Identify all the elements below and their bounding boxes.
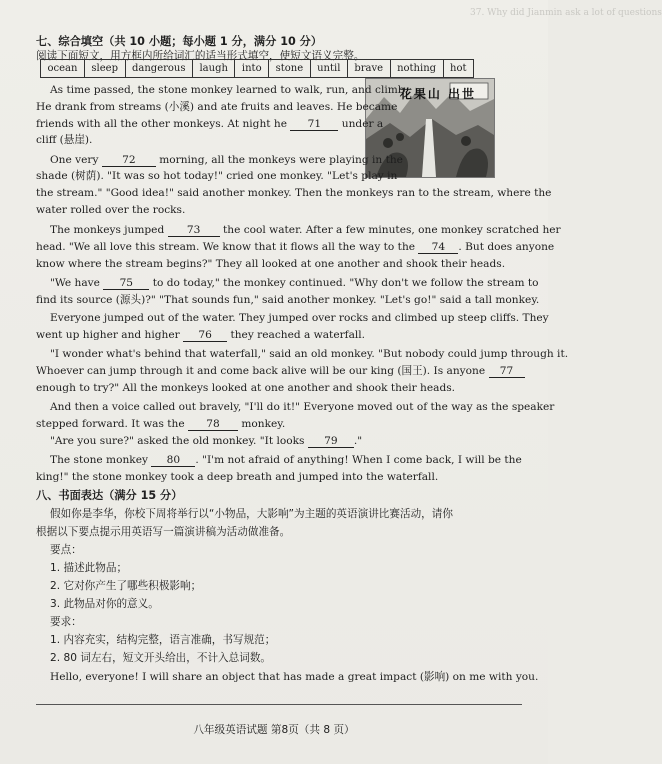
passage-line: friends with all the other monkeys. At night he 71 under a <box>36 118 384 130</box>
blank-71[interactable]: 71 <box>290 118 338 131</box>
passage-line: Whoever can jump through it and come back alive will be our king (国王). Is anyone 77 <box>36 363 516 379</box>
blank-78[interactable]: 78 <box>188 418 238 431</box>
writing-prompt-line: 根据以下要点提示用英语写一篇演讲稿为活动做准备。 <box>36 526 291 538</box>
points-label: 要点： <box>50 544 82 556</box>
passage-line: "Are you sure?" asked the old monkey. "It looks 79 ." <box>50 435 363 447</box>
word-bank-item: laugh <box>193 60 235 77</box>
passage-line: went up higher and higher 76 they reached a waterfall. <box>36 329 366 341</box>
passage-line: enough to try?" All the monkeys looked at one another and shook their heads. <box>36 382 456 394</box>
requirements-label: 要求： <box>50 616 82 628</box>
passage-line: the stream." "Good idea!" said another monkey. Then the monkeys ran to the stream, where the <box>36 187 552 199</box>
section7-heading: 七、综合填空（共 10 小题；每小题 1 分，满分 10 分） <box>36 35 323 48</box>
passage-line: find its source (源头)?" "That sounds fun," said another monkey. "Let's go!" said a tall monkey. <box>36 294 540 306</box>
passage-line: head. "We all love this stream. We know that it flows all the way to the 74 . But does anyone <box>36 241 555 253</box>
passage-line: shade (树荫). "It was so hot today!" cried one monkey. "Let's play in <box>36 170 398 182</box>
blank-75[interactable]: 75 <box>103 277 149 290</box>
bleed-through-text: 37. Why did Jianmin ask a lot of questions <box>470 8 662 18</box>
point-item: 3. 此物品对你的意义。 <box>50 598 159 610</box>
page-footer: 八年级英语试题 第8页（共 8 页） <box>193 724 355 736</box>
writing-prompt-line: 假如你是李华，你校下周将举行以“小物品，大影响”为主题的英语演讲比赛活动，请你 <box>50 508 453 520</box>
word-bank-item: dangerous <box>126 60 193 77</box>
section7-instruction: 阅读下面短文，用方框内所给词汇的适当形式填空，使短文语义完整。 <box>36 50 365 62</box>
word-bank-item: stone <box>269 60 311 77</box>
passage-line: The monkeys jumped 73 the cool water. After a few minutes, one monkey scratched her <box>50 224 561 236</box>
blank-80[interactable]: 80 <box>151 454 195 467</box>
passage-line: "We have 75 to do today," the monkey continued. "Why don't we follow the stream to <box>50 277 539 289</box>
passage-line: stepped forward. It was the 78 monkey. <box>36 418 286 430</box>
illustration-caption: 花果山 出世 <box>399 87 476 101</box>
point-item: 2. 它对你产生了哪些积极影响； <box>50 580 202 592</box>
blank-72[interactable]: 72 <box>102 154 156 167</box>
writing-opening-sentence: Hello, everyone! I will share an object that has made a great impact (影响) on me with you. <box>50 671 539 683</box>
passage-line: water rolled over the rocks. <box>36 204 186 216</box>
passage-line: cliff (悬崖). <box>36 134 93 146</box>
blank-79[interactable]: 79 <box>308 435 354 448</box>
word-bank-item: hot <box>450 63 467 74</box>
word-bank-item: ocean <box>41 60 85 77</box>
passage-line: He drank from streams (小溪) and ate fruits and leaves. He became <box>36 101 398 113</box>
word-bank <box>40 59 474 78</box>
passage-line: One very 72 morning, all the monkeys were playing in the <box>50 154 403 166</box>
section8-heading: 八、书面表达（满分 15 分） <box>36 489 183 502</box>
word-bank-item: brave <box>348 60 391 77</box>
requirement-item: 2. 80 词左右，短文开头给出，不计入总词数。 <box>50 652 272 664</box>
blank-76[interactable]: 76 <box>183 329 227 342</box>
passage-line: "I wonder what's behind that waterfall," said an old monkey. "But nobody could jump through it. <box>50 348 569 360</box>
word-bank-item: into <box>235 60 269 77</box>
passage-line: As time passed, the stone monkey learned to walk, run, and climb. <box>50 84 408 96</box>
blank-74[interactable]: 74 <box>418 241 458 254</box>
blank-77[interactable]: 77 <box>489 365 525 378</box>
passage-line: know where the stream begins?" They all looked at one another and shook their heads. <box>36 258 506 270</box>
word-bank-item: sleep <box>85 60 126 77</box>
passage-line: Everyone jumped out of the water. They jumped over rocks and climbed up steep cliffs. They <box>50 312 549 324</box>
footer-divider <box>36 704 522 705</box>
word-bank-item: nothing <box>391 60 444 77</box>
passage-line: The stone monkey 80 . "I'm not afraid of anything! When I come back, I will be the <box>50 454 522 466</box>
word-bank-item: until <box>311 60 348 77</box>
passage-line: And then a voice called out bravely, "I'll do it!" Everyone moved out of the way as the speaker <box>50 401 555 413</box>
blank-73[interactable]: 73 <box>168 224 220 237</box>
requirement-item: 1. 内容充实，结构完整，语言准确，书写规范； <box>50 634 276 646</box>
point-item: 1. 描述此物品； <box>50 562 128 574</box>
passage-line: king!" the stone monkey took a deep breath and jumped into the waterfall. <box>36 471 439 483</box>
